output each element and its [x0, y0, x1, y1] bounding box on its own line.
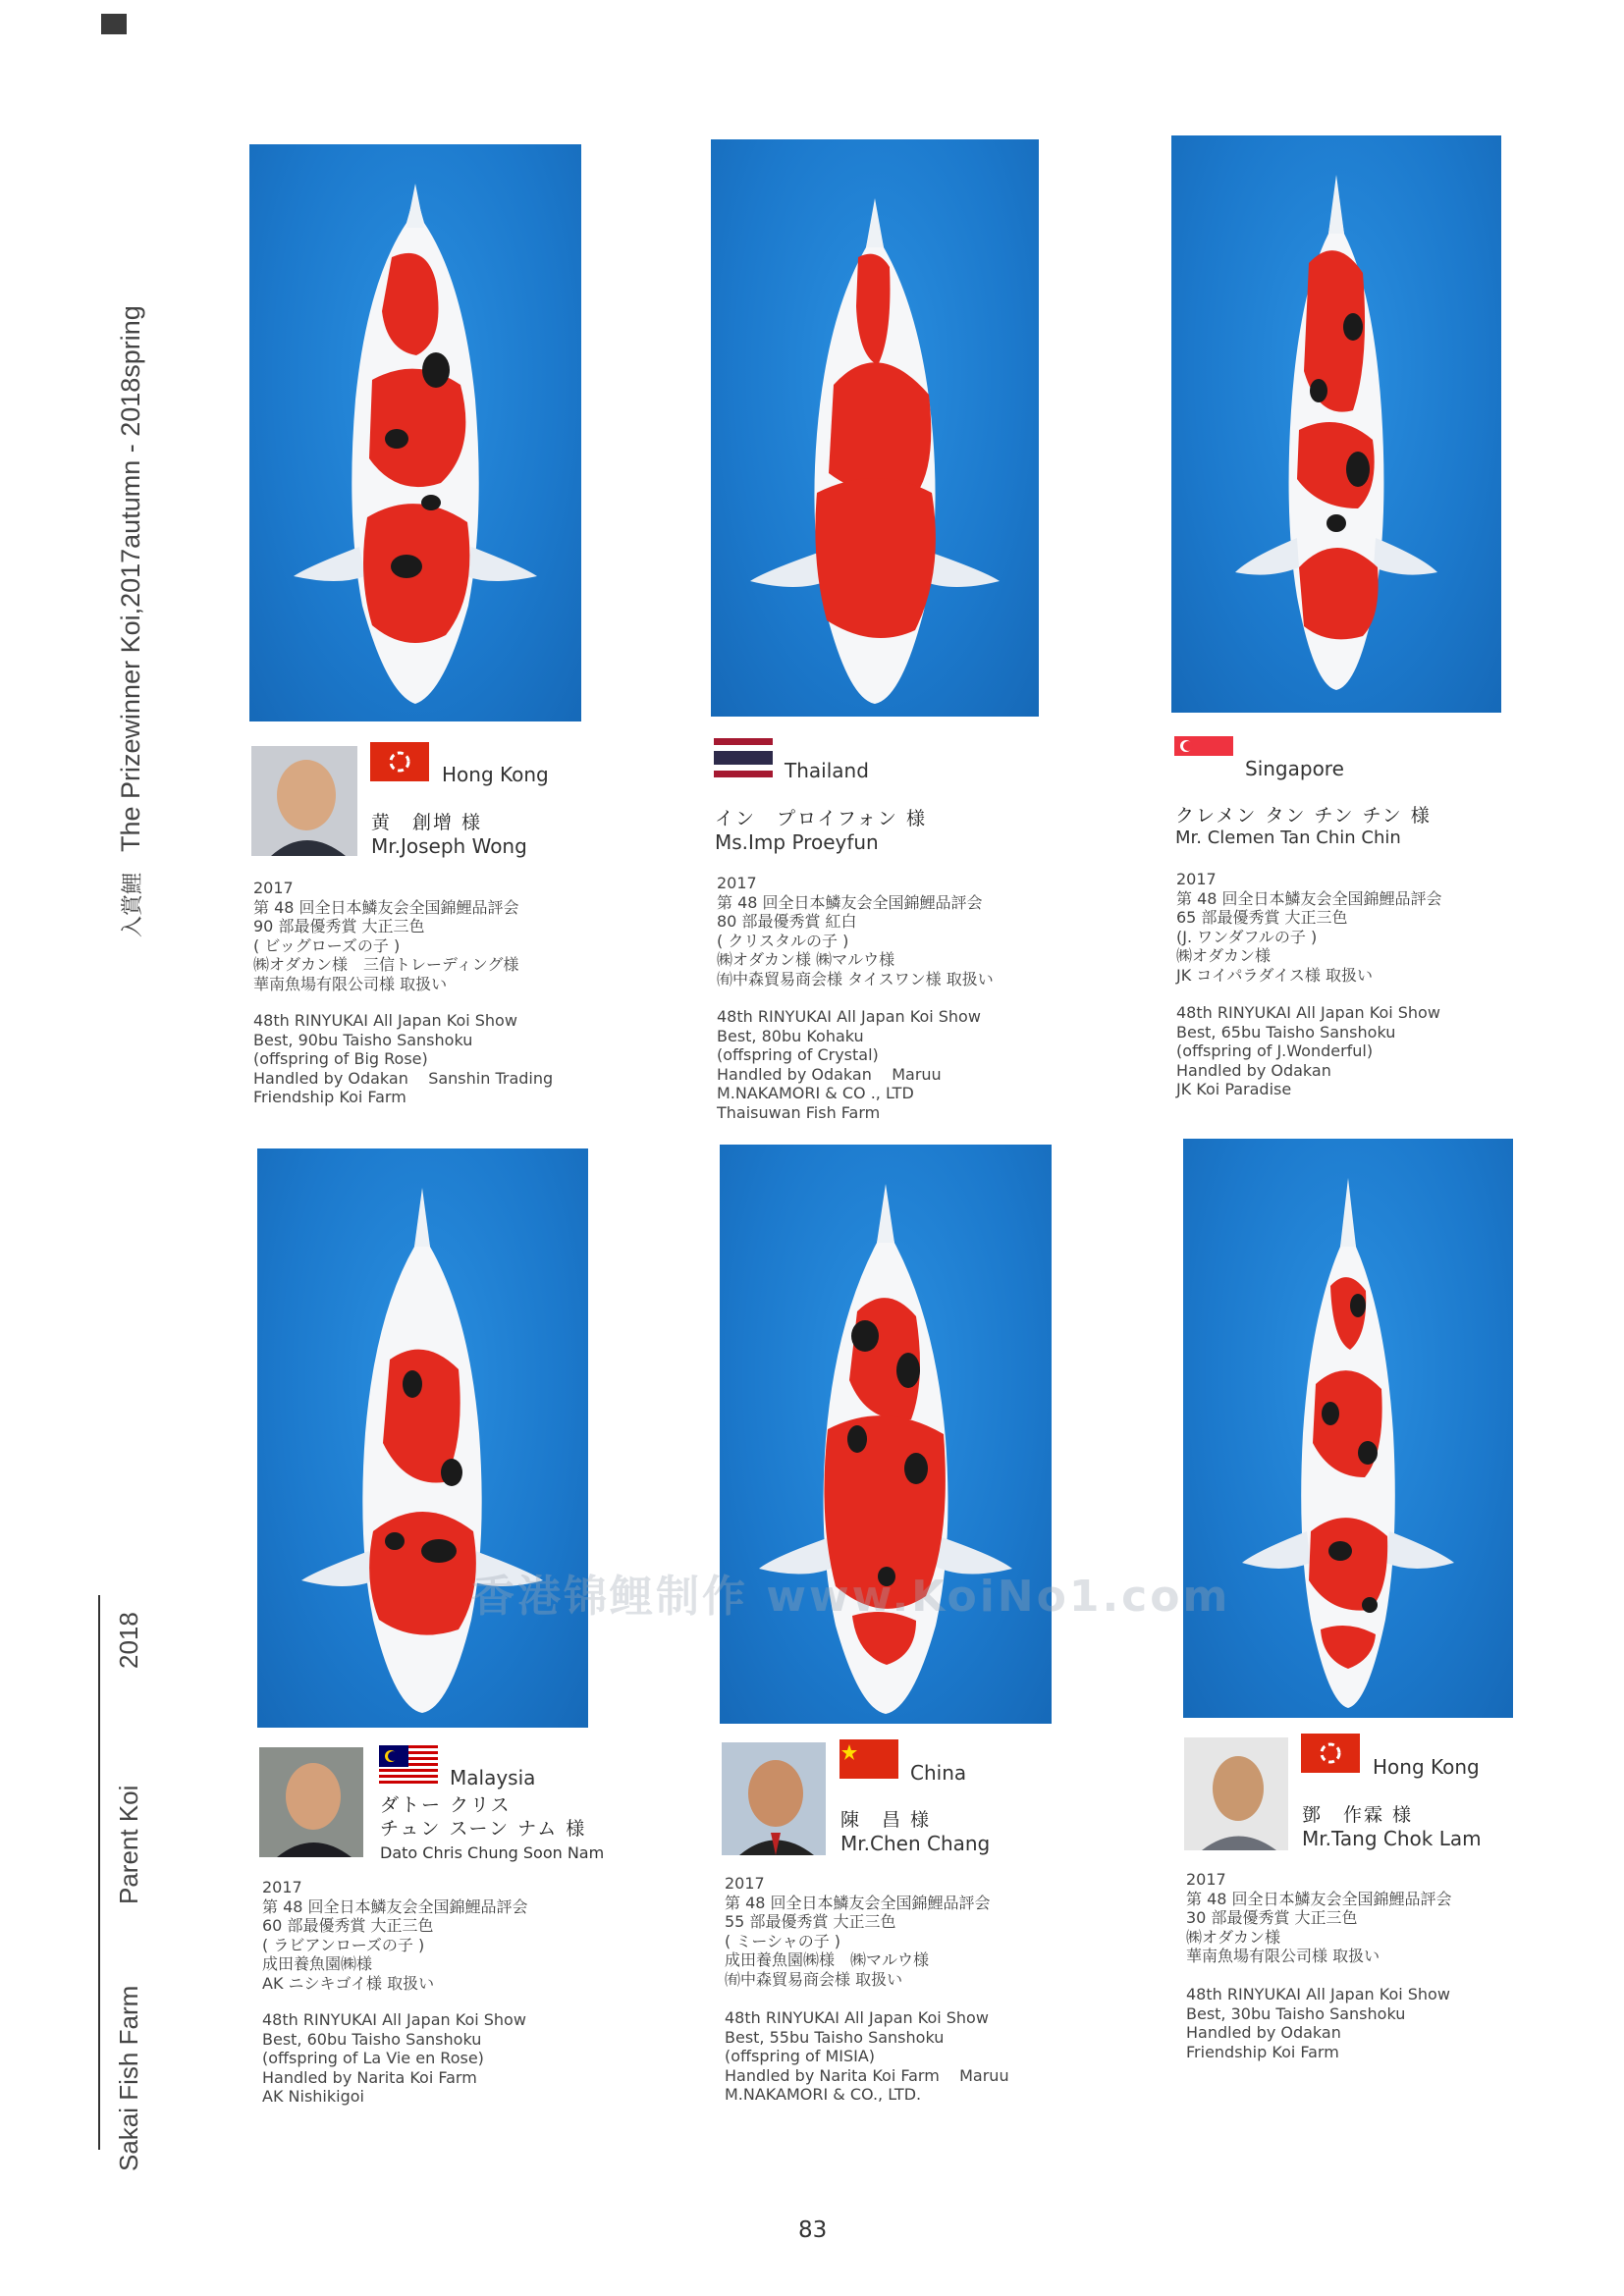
corner-mark: [101, 14, 127, 34]
owner-name-en: Dato Chris Chung Soon Nam: [380, 1843, 605, 1862]
section-label-jp: 入賞鯉: [120, 872, 144, 937]
hong-kong-flag-icon: [370, 742, 429, 781]
owner-name-en: Mr.Chen Chang: [840, 1832, 991, 1855]
award-text-en: 48th RINYUKAI All Japan Koi Show Best, 80bu Kohaku (offspring of Crystal) Handled by Odakan Maruu M.NAKAMORI & CO ., LTD Thaisuwan Fish Farm: [717, 1007, 981, 1122]
singapore-flag-icon: [1174, 736, 1233, 775]
award-text-en: 48th RINYUKAI All Japan Koi Show Best, 30bu Taisho Sanshoku Handled by Odakan Friendship Koi Farm: [1186, 1985, 1450, 2061]
award-text-jp: 2017 第 48 回全日本鱗友会全国錦鯉品評会 55 部最優秀賞 大正三色 ( ミーシャの子 ) 成田養魚園㈱様 ㈱マルウ様 ㈲中森貿易商会様 取扱い: [725, 1874, 991, 1989]
koi-photo-5: [720, 1145, 1052, 1724]
award-text-en: 48th RINYUKAI All Japan Koi Show Best, 90bu Taisho Sanshoku (offspring of Big Rose) Handled by Odakan Sanshin Trading Friendship Koi Farm: [253, 1011, 554, 1106]
owner-name-jp: 陳 昌 様: [840, 1809, 932, 1831]
award-text-jp: 2017 第 48 回全日本鱗友会全国錦鯉品評会 30 部最優秀賞 大正三色 ㈱オダカン様 華南魚場有限公司様 取扱い: [1186, 1870, 1452, 1965]
owner-photo: [722, 1742, 826, 1855]
country-label: Thailand: [785, 759, 869, 782]
owner-name-en: Mr. Clemen Tan Chin Chin: [1175, 828, 1401, 848]
malaysia-flag-icon: [379, 1745, 438, 1785]
china-flag-icon: [839, 1739, 898, 1779]
hong-kong-flag-icon: [1301, 1734, 1360, 1773]
country-label: Hong Kong: [1373, 1755, 1480, 1779]
magazine-title: The Prizewinner Koi,2017autumn - 2018spring: [116, 305, 145, 852]
watermark: 香港锦鲤制作 www.KoiNo1.com: [471, 1572, 1231, 1622]
owner-photo: [259, 1747, 363, 1857]
year-label: 2018: [114, 1612, 143, 1669]
country-label: China: [910, 1761, 967, 1785]
owner-photo: [1184, 1737, 1288, 1850]
owner-name-jp: イン プロイフォン 様: [715, 808, 927, 829]
koi-photo-4: [257, 1148, 588, 1728]
owner-name-jp: 黄 創增 様: [371, 812, 483, 833]
owner-name-en: Ms.Imp Proeyfun: [715, 830, 879, 854]
country-label: Hong Kong: [442, 763, 549, 786]
page-number: 83: [798, 2217, 828, 2243]
owner-name-jp: ダトー クリス チュン スーン ナム 様: [380, 1794, 587, 1840]
award-text-jp: 2017 第 48 回全日本鱗友会全国錦鯉品評会 80 部最優秀賞 紅白 ( クリスタルの子 ) ㈱オダカン様 ㈱マルウ様 ㈲中森貿易商会様 タイスワン様 取扱い: [717, 874, 994, 988]
country-label: Singapore: [1245, 757, 1344, 780]
owner-name-en: Mr.Joseph Wong: [371, 834, 527, 858]
koi-photo-1: [249, 144, 581, 721]
country-label: Malaysia: [450, 1766, 536, 1789]
category-label: Parent Koi: [114, 1785, 143, 1904]
farm-label: Sakai Fish Farm: [114, 1985, 143, 2171]
koi-photo-6: [1183, 1139, 1513, 1718]
side-divider: [98, 1595, 100, 2150]
owner-name-jp: クレメン タン チン チン 様: [1175, 805, 1432, 827]
owner-name-en: Mr.Tang Chok Lam: [1302, 1827, 1482, 1850]
owner-name-jp: 鄧 作霖 様: [1302, 1804, 1414, 1826]
award-text-en: 48th RINYUKAI All Japan Koi Show Best, 65bu Taisho Sanshoku (offspring of J.Wonderful) Handled by Odakan JK Koi Paradise: [1176, 1003, 1440, 1098]
award-text-jp: 2017 第 48 回全日本鱗友会全国錦鯉品評会 60 部最優秀賞 大正三色 ( ラビアンローズの子 ) 成田養魚園㈱様 AK ニシキゴイ様 取扱い: [262, 1878, 528, 1993]
award-text-en: 48th RINYUKAI All Japan Koi Show Best, 60bu Taisho Sanshoku (offspring of La Vie en Rose) Handled by Narita Koi Farm AK Nishikigoi: [262, 2010, 526, 2106]
thailand-flag-icon: [714, 738, 773, 777]
award-text-jp: 2017 第 48 回全日本鱗友会全国錦鯉品評会 65 部最優秀賞 大正三色 (J. ワンダフルの子 ) ㈱オダカン様 JK コイパラダイス様 取扱い: [1176, 870, 1442, 985]
award-text-jp: 2017 第 48 回全日本鱗友会全国錦鯉品評会 90 部最優秀賞 大正三色 ( ビッグローズの子 ) ㈱オダカン様 三信トレーディング様 華南魚場有限公司様 取扱い: [253, 879, 519, 993]
koi-photo-3: [1171, 135, 1501, 713]
owner-photo: [251, 746, 357, 856]
koi-photo-2: [711, 139, 1039, 717]
award-text-en: 48th RINYUKAI All Japan Koi Show Best, 55bu Taisho Sanshoku (offspring of MISIA) Handled by Narita Koi Farm Maruu M.NAKAMORI & CO., LTD.: [725, 2008, 1009, 2104]
